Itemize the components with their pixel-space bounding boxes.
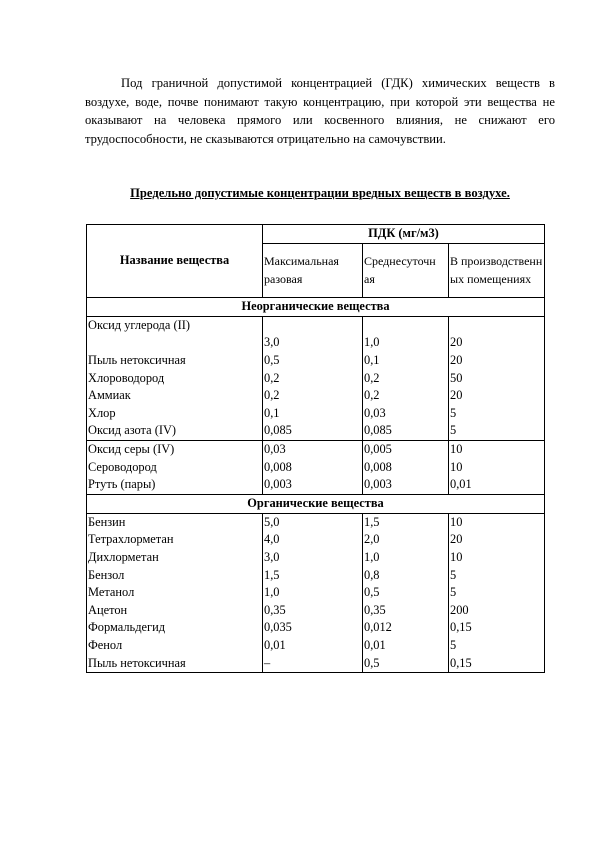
daily-average-cell: 0,2: [363, 370, 449, 388]
max-single-cell: 0,003: [263, 476, 363, 494]
header-workplace: В производственн ых помещениях: [449, 244, 545, 298]
substance-name-cell: Ацетон: [87, 602, 263, 620]
section-title: Неорганические вещества: [87, 298, 545, 317]
workplace-cell: 10: [449, 440, 545, 458]
substance-name-cell: Пыль нетоксичная: [87, 352, 263, 370]
workplace-cell: 20: [449, 352, 545, 370]
table-row: [87, 405, 545, 423]
max-single-cell: 5,0: [263, 513, 363, 531]
max-single-cell: 3,0: [263, 317, 363, 353]
workplace-cell: 5: [449, 405, 545, 423]
workplace-cell: 5: [449, 584, 545, 602]
workplace-cell: 0,15: [449, 619, 545, 637]
substance-name-cell: Формальдегид: [87, 619, 263, 637]
substance-name-cell: Бензин: [87, 513, 263, 531]
table-row: [87, 549, 545, 567]
table-row: [87, 655, 545, 673]
daily-average-cell: 0,1: [363, 352, 449, 370]
max-single-cell: 0,2: [263, 370, 363, 388]
header-substance-name: Название вещества: [87, 225, 263, 298]
daily-average-cell: 0,35: [363, 602, 449, 620]
substance-name-cell: Сероводород: [87, 459, 263, 477]
daily-average-cell: 2,0: [363, 531, 449, 549]
table-row: [87, 513, 545, 531]
substance-name-cell: Пыль нетоксичная: [87, 655, 263, 673]
table-row: [87, 352, 545, 370]
workplace-cell: 0,15: [449, 655, 545, 673]
table-row: [87, 584, 545, 602]
max-single-cell: 0,008: [263, 459, 363, 477]
workplace-cell: 5: [449, 637, 545, 655]
table-row: [87, 602, 545, 620]
max-single-cell: 0,1: [263, 405, 363, 423]
max-single-cell: 0,035: [263, 619, 363, 637]
intro-paragraph: Под граничной допустимой концентрацией (ГДК) химических веществ в воздухе, воде, почве понимают такую концентрацию, при которой эти вещества не оказывают на человека прямого или косвенного влияния, не снижают его трудоспособности, не сказываются отрицательно на самочувствии.: [85, 76, 555, 146]
substance-name-cell: Ртуть (пары): [87, 476, 263, 494]
table-row: [87, 476, 545, 494]
table-row: [87, 370, 545, 388]
max-single-cell: 0,01: [263, 637, 363, 655]
section-header-row: [87, 494, 545, 513]
header-pdk-group: ПДК (мг/м3): [263, 225, 545, 244]
daily-average-cell: 0,008: [363, 459, 449, 477]
workplace-cell: 10: [449, 459, 545, 477]
substance-name-cell: Оксид серы (IV): [87, 440, 263, 458]
max-single-cell: 1,0: [263, 584, 363, 602]
max-single-cell: –: [263, 655, 363, 673]
daily-average-cell: 1,5: [363, 513, 449, 531]
max-single-cell: 0,35: [263, 602, 363, 620]
substance-name-cell: Хлороводород: [87, 370, 263, 388]
section-title: Органические вещества: [87, 494, 545, 513]
workplace-cell: 20: [449, 531, 545, 549]
daily-average-cell: 0,8: [363, 567, 449, 585]
workplace-cell: 200: [449, 602, 545, 620]
daily-average-cell: 0,085: [363, 422, 449, 440]
table-body: [87, 298, 545, 673]
substance-name-cell: Оксид углерода (II): [87, 317, 263, 353]
substance-name-cell: Дихлорметан: [87, 549, 263, 567]
daily-average-cell: 0,01: [363, 637, 449, 655]
substance-name-cell: Тетрахлорметан: [87, 531, 263, 549]
workplace-cell: 20: [449, 387, 545, 405]
substance-name-cell: Метанол: [87, 584, 263, 602]
table-row: [87, 422, 545, 440]
table-row: [87, 567, 545, 585]
workplace-cell: 0,01: [449, 476, 545, 494]
section-header-row: [87, 298, 545, 317]
table-title: Предельно допустимые концентрации вредных веществ в воздухе.: [130, 186, 510, 200]
daily-average-cell: 0,003: [363, 476, 449, 494]
max-single-cell: 0,03: [263, 440, 363, 458]
workplace-cell: 10: [449, 549, 545, 567]
daily-average-cell: 0,005: [363, 440, 449, 458]
max-single-cell: 3,0: [263, 549, 363, 567]
table-row: [87, 387, 545, 405]
daily-average-cell: 0,012: [363, 619, 449, 637]
daily-average-cell: 0,5: [363, 655, 449, 673]
substance-name-cell: Фенол: [87, 637, 263, 655]
pdk-table: [86, 224, 545, 673]
daily-average-cell: 0,5: [363, 584, 449, 602]
max-single-cell: 0,085: [263, 422, 363, 440]
daily-average-cell: 1,0: [363, 549, 449, 567]
header-max-single: Максимальная разовая: [263, 244, 363, 298]
workplace-cell: 10: [449, 513, 545, 531]
max-single-cell: 0,2: [263, 387, 363, 405]
table-row: [87, 440, 545, 458]
substance-name-cell: Бензол: [87, 567, 263, 585]
daily-average-cell: 1,0: [363, 317, 449, 353]
substance-name-cell: Оксид азота (IV): [87, 422, 263, 440]
daily-average-cell: 0,03: [363, 405, 449, 423]
workplace-cell: 50: [449, 370, 545, 388]
workplace-cell: 5: [449, 422, 545, 440]
table-row: [87, 619, 545, 637]
table-row: [87, 459, 545, 477]
max-single-cell: 0,5: [263, 352, 363, 370]
table-row: [87, 531, 545, 549]
daily-average-cell: 0,2: [363, 387, 449, 405]
max-single-cell: 4,0: [263, 531, 363, 549]
table-row: [87, 637, 545, 655]
substance-name-cell: Аммиак: [87, 387, 263, 405]
table-row: [87, 317, 545, 353]
max-single-cell: 1,5: [263, 567, 363, 585]
workplace-cell: 20: [449, 317, 545, 353]
workplace-cell: 5: [449, 567, 545, 585]
header-daily-average: Среднесуточн ая: [363, 244, 449, 298]
substance-name-cell: Хлор: [87, 405, 263, 423]
